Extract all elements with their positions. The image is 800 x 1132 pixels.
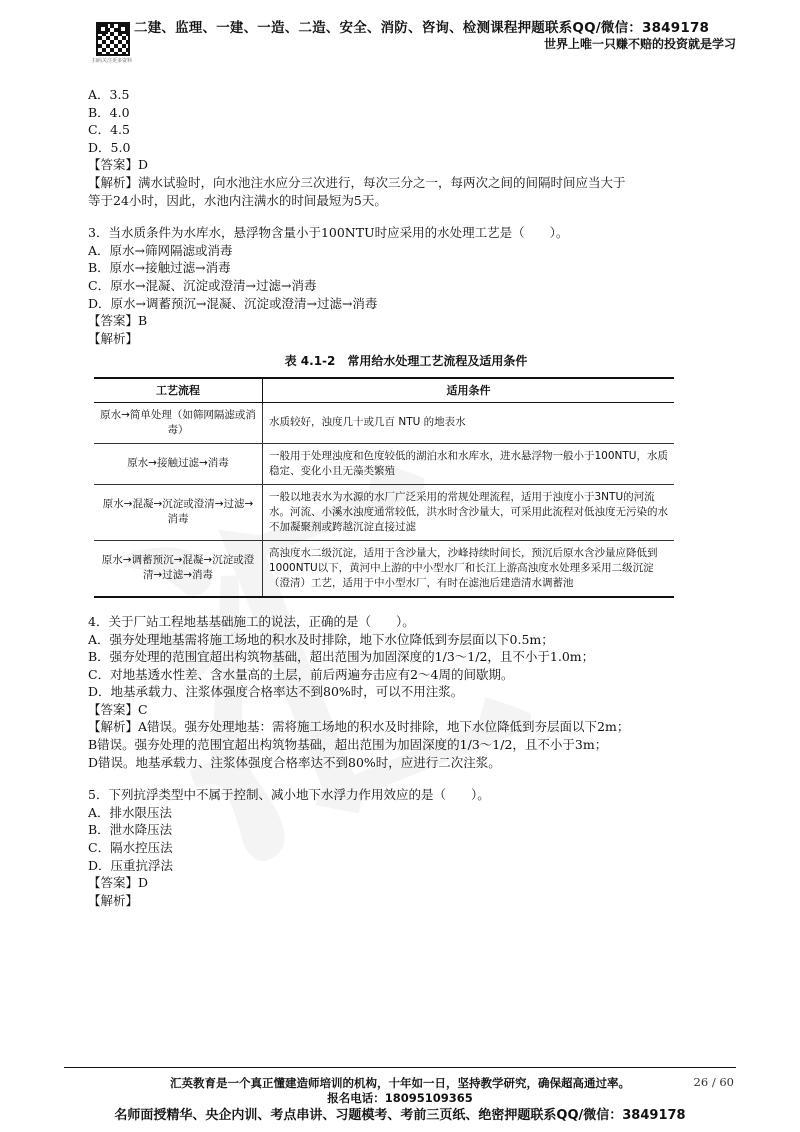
footer-phone: 报名电话：18095109365 [327,1091,473,1105]
table-row [94,540,674,597]
header-slogan: 世界上唯一只赚不赔的投资就是学习 [543,37,736,51]
analysis-line: 【解析】A错误。强夯处理地基：需将施工场地的积水及时排除，地下水位降低到夯层面以下2m； [88,719,630,735]
header-contact-line: 二建、监理、一建、一造、二造、安全、消防、咨询、检测课程押题联系QQ/微信：3849178 [134,20,710,36]
table-header-cell: 适用条件 [263,378,675,403]
condition-cell: 水质较好，浊度几十或几百 NTU 的地表水 [263,402,675,443]
option-a: A．原水→筛网隔滤或消毒 [88,242,233,258]
option-b: B．4.0 [88,104,130,120]
analysis-line: B错误。强夯处理的范围宜超出构筑物基础，超出范围为加固深度的1/3～1/2，且不小于3m； [88,737,608,753]
question-2-block [88,86,724,209]
process-cell: 原水→混凝→沉淀或澄清→过滤→消毒 [94,484,263,540]
answer: 【答案】C [88,701,148,717]
option-a: A．排水限压法 [88,804,173,820]
process-cell: 原水→调蓄预沉→混凝→沉淀或澄清→过滤→消毒 [94,540,263,597]
option-d: D．5.0 [88,139,131,155]
option-b: B．强夯处理的范围宜超出构筑物基础，超出范围为加固深度的1/3～1/2，且不小于1.0m； [88,649,595,665]
table-header-row [94,378,674,403]
table-row [94,402,674,443]
option-a: A．强夯处理地基需将施工场地的积水及时排除，地下水位降低到夯层面以下0.5m； [88,631,554,647]
process-cell: 原水→接触过滤→消毒 [94,443,263,484]
option-c: C．4.5 [88,122,130,138]
page-number: 26 / 60 [693,1075,734,1089]
process-cell: 原水→简单处理（如筛网隔滤或消毒） [94,402,263,443]
option-b: B．原水→接触过滤→消毒 [88,260,231,276]
option-a: A．3.5 [88,87,130,102]
footer-divider [64,1067,736,1068]
option-d: D．压重抗浮法 [88,857,174,873]
condition-cell: 高浊度水二级沉淀，适用于含沙量大，沙峰持续时间长，预沉后原水含沙量应降低到1000NTU以下，黄河中上游的中小型水厂和长江上游高浊度水处理多采用二级沉淀（澄清）工艺，适用于中小型水厂，有时在滤池后建造清水调蓄池 [263,540,675,597]
question-stem: 4．关于厂站工程地基基础施工的说法，正确的是（ ）。 [88,613,415,629]
table-row [94,484,674,540]
analysis-line: 等于24小时，因此，水池内注满水的时间最短为5天。 [88,192,387,208]
footer-contact-line: 名师面授精华、央企内训、考点串讲、习题模考、考前三页纸、绝密押题联系QQ/微信：3849178 [114,1108,686,1123]
option-c: C．隔水控压法 [88,840,173,856]
option-c: C．对地基透水性差、含水量高的土层，前后两遍夯击应有2～4周的间歇期。 [88,666,514,682]
qr-caption: 扫码关注更多资料 [92,58,133,64]
page-header [0,0,800,64]
analysis-label: 【解析】 [88,330,139,346]
table-header-cell: 工艺流程 [94,378,263,403]
table-title: 表 4.1-2 常用给水处理工艺流程及适用条件 [284,354,528,369]
analysis-line: D错误。地基承载力、注浆体强度合格率达不到80%时，应进行二次注浆。 [88,754,501,770]
analysis-label: 【解析】 [88,892,139,908]
question-4-block [88,613,724,771]
qr-code-icon [96,22,130,56]
page-content [88,86,724,909]
analysis-line: 【解析】满水试验时，向水池注水应分三次进行，每次三分之一，每两次之间的间隔时间应当大于 [88,174,626,190]
option-d: D．地基承载力、注浆体强度合格率达不到80%时，可以不用注浆。 [88,684,464,700]
answer: 【答案】D [88,875,149,891]
condition-cell: 一般用于处理浊度和色度较低的湖泊水和水库水，进水悬浮物一般小于100NTU，水质稳定、变化小且无藻类繁殖 [263,443,675,484]
footer-intro: 汇英教育是一个真正懂建造师培训的机构，十年如一日，坚持教学研究，确保超高通过率。 [170,1076,630,1090]
option-b: B．泄水降压法 [88,822,173,838]
question-stem: 3．当水质条件为水库水，悬浮物含量小于100NTU时应采用的水处理工艺是（ ）。 [88,225,569,241]
condition-cell: 一般以地表水为水源的水厂广泛采用的常规处理流程，适用于浊度小于3NTU的河流水。河流、小溪水浊度通常较低，洪水时含沙量大，可采用此流程对低浊度无污染的水不加凝聚剂或跨越沉淀直接过滤 [263,484,675,540]
answer: 【答案】B [88,313,148,329]
answer: 【答案】D [88,157,149,173]
option-d: D．原水→调蓄预沉→混凝、沉淀或澄清→过滤→消毒 [88,295,378,311]
table-row [94,443,674,484]
question-5-block [88,786,724,909]
process-table [94,377,674,598]
question-stem: 5．下列抗浮类型中不属于控制、减小地下水浮力作用效应的是（ ）。 [88,787,490,803]
question-3-block [88,224,724,347]
option-c: C．原水→混凝、沉淀或澄清→过滤→消毒 [88,277,317,293]
